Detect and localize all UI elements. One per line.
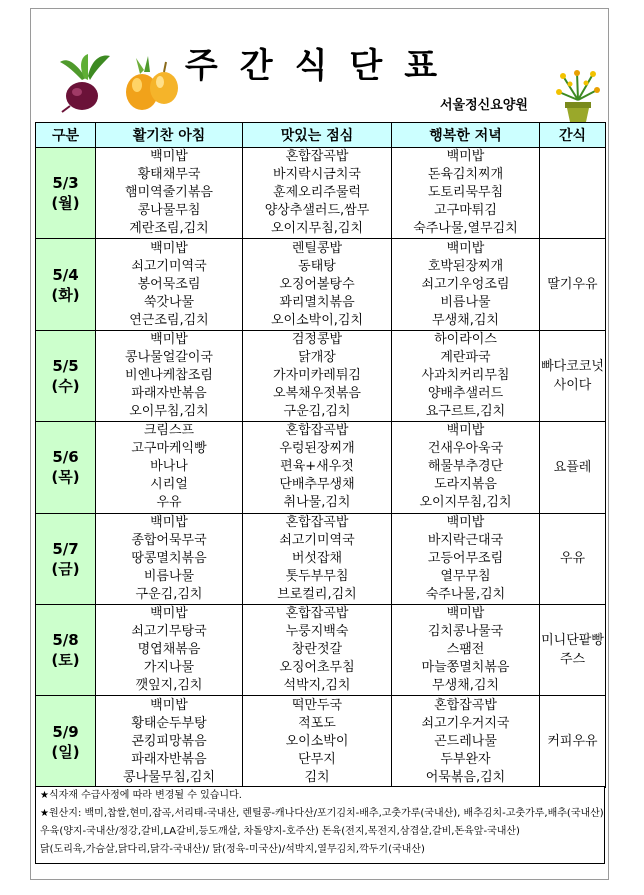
col-header-breakfast: 활기찬 아침 xyxy=(96,123,243,148)
menu-item: 오복채우젓볶음 xyxy=(273,385,361,401)
menu-item: 콘킹피망볶음 xyxy=(131,733,207,749)
dinner-cell xyxy=(392,696,540,787)
snack-cell xyxy=(540,513,606,604)
notes-box xyxy=(35,786,605,864)
menu-item: 톳두부무침 xyxy=(285,568,349,584)
day-cell xyxy=(36,148,96,239)
menu-item: 백미밥 xyxy=(446,606,485,622)
col-header-gubun: 구분 xyxy=(36,123,96,148)
menu-item: 김치콩나물국 xyxy=(427,624,504,640)
menu-item: 혼합잡곡밥 xyxy=(285,514,349,530)
menu-item: 쇠고기우엉조림 xyxy=(421,276,510,292)
breakfast-cell xyxy=(96,696,243,787)
menu-item: 백미밥 xyxy=(446,514,485,530)
menu-item: 콩나물무침,김치 xyxy=(122,769,216,785)
day-date: 5/3 xyxy=(52,174,79,193)
dinner-cell xyxy=(392,422,540,513)
menu-item: 동태탕 xyxy=(298,258,336,274)
day-row xyxy=(36,604,606,695)
menu-item: 도토리묵무침 xyxy=(427,185,504,201)
dinner-cell xyxy=(392,148,540,239)
day-weekday: (화) xyxy=(51,285,80,304)
lunch-cell xyxy=(243,422,392,513)
day-cell xyxy=(36,604,96,695)
menu-item: 황태순두부탕 xyxy=(131,715,207,731)
menu-table xyxy=(35,122,606,788)
menu-item: 단배추무생채 xyxy=(279,477,355,493)
breakfast-cell xyxy=(96,148,243,239)
lunch-cell xyxy=(243,513,392,604)
menu-item: 백미밥 xyxy=(446,240,485,256)
menu-item: 쑥갓나물 xyxy=(143,294,195,310)
menu-item: 석박지,김치 xyxy=(283,678,351,694)
menu-item: 건새우아욱국 xyxy=(427,441,504,457)
menu-item: 백미밥 xyxy=(446,423,485,439)
day-date: 5/7 xyxy=(52,539,79,558)
menu-item: 오이지무침,김치 xyxy=(419,495,512,511)
breakfast-cell xyxy=(96,604,243,695)
menu-item: 양배추샐러드 xyxy=(427,385,504,401)
note-line: ★원산지: 백미,찹쌀,현미,잡곡,서리태-국내산, 렌틸콩-캐나다산/포기김치-배추,고춧가루(국내산), 배추김치-고춧가루,배추(국내산) xyxy=(40,808,604,819)
menu-item: 어묵볶음,김치 xyxy=(425,769,506,785)
dinner-cell xyxy=(392,239,540,330)
menu-item: 오이소박이 xyxy=(285,733,349,749)
day-weekday: (일) xyxy=(51,742,80,761)
menu-item: 백미밥 xyxy=(150,240,188,256)
menu-item: 쇠고기미역국 xyxy=(279,532,355,548)
menu-item: 깻잎지,김치 xyxy=(135,678,203,694)
menu-item: 하이라이스 xyxy=(434,331,497,347)
menu-item: 꽈리멸치볶음 xyxy=(279,294,355,310)
menu-item: 버섯잡채 xyxy=(291,550,343,566)
organization-name: 서울정신요양원 xyxy=(440,98,528,113)
menu-item: 우유 xyxy=(156,495,182,511)
menu-item: 누룽지백숙 xyxy=(285,624,349,640)
col-header-snack: 간식 xyxy=(540,123,606,148)
menu-item: 땅콩멸치볶음 xyxy=(131,550,207,566)
menu-item: 혼합잡곡밥 xyxy=(285,606,349,622)
menu-item: 바지락근대국 xyxy=(427,532,504,548)
snack-item: 우유 xyxy=(559,551,586,567)
menu-item: 고등어무조림 xyxy=(427,550,504,566)
snack-cell xyxy=(540,422,606,513)
menu-item: 오이무침,김치 xyxy=(129,403,209,419)
snack-item: 빠다코코넛 xyxy=(541,358,604,374)
menu-item: 연근조림,김치 xyxy=(129,312,209,328)
day-row xyxy=(36,513,606,604)
snack-item: 요플레 xyxy=(553,459,592,475)
menu-item: 혼합잡곡밥 xyxy=(285,149,349,165)
day-cell xyxy=(36,513,96,604)
menu-item: 비름나물 xyxy=(143,568,195,584)
snack-item: 미니단팥빵 xyxy=(541,633,604,649)
snack-cell xyxy=(540,330,606,421)
note-line: ★식자재 수급사정에 따라 변경될 수 있습니다. xyxy=(40,790,242,801)
menu-item: 김치 xyxy=(304,769,330,785)
menu-item: 호박된장찌개 xyxy=(427,258,504,274)
menu-item: 적포도 xyxy=(298,715,336,731)
menu-item: 쇠고기무탕국 xyxy=(131,624,207,640)
day-cell xyxy=(36,330,96,421)
day-row xyxy=(36,148,606,239)
lunch-cell xyxy=(243,239,392,330)
dinner-cell xyxy=(392,604,540,695)
breakfast-cell xyxy=(96,239,243,330)
menu-item: 훈제오리주물럭 xyxy=(273,185,361,201)
menu-item: 혼합잡곡밥 xyxy=(285,423,349,439)
day-weekday: (토) xyxy=(51,651,80,670)
menu-item: 두부완자 xyxy=(440,751,491,767)
menu-item: 오징어초무침 xyxy=(279,660,355,676)
menu-item: 계란파국 xyxy=(440,349,491,365)
menu-item: 백미밥 xyxy=(446,149,485,165)
menu-item: 숙주나물,김치 xyxy=(425,586,506,602)
snack-cell xyxy=(540,696,606,787)
day-date: 5/5 xyxy=(52,356,79,375)
snack-cell xyxy=(540,239,606,330)
menu-item: 계란조림,김치 xyxy=(129,221,209,237)
day-date: 5/8 xyxy=(52,631,79,650)
lunch-cell xyxy=(243,330,392,421)
menu-item: 떡만두국 xyxy=(291,697,343,713)
menu-item: 렌틸콩밥 xyxy=(291,240,343,256)
menu-item: 단무지 xyxy=(298,751,336,767)
menu-item: 혼합잡곡밥 xyxy=(434,697,497,713)
day-cell xyxy=(36,422,96,513)
menu-item: 햄미역줄기볶음 xyxy=(125,185,213,201)
menu-item: 고구마튀김 xyxy=(434,203,497,219)
menu-item: 오이소박이,김치 xyxy=(270,312,364,328)
menu-item: 우렁된장찌개 xyxy=(279,441,355,457)
menu-item: 해물부추경단 xyxy=(427,459,504,475)
menu-item: 콩나물무침 xyxy=(137,203,201,219)
menu-item: 곤드레나물 xyxy=(434,733,497,749)
menu-item: 바나나 xyxy=(150,459,188,475)
breakfast-cell xyxy=(96,422,243,513)
lunch-cell xyxy=(243,604,392,695)
col-header-dinner: 행복한 저녁 xyxy=(392,123,540,148)
menu-item: 양상추샐러드,쌈무 xyxy=(264,203,370,219)
day-date: 5/9 xyxy=(52,722,79,741)
menu-item: 백미밥 xyxy=(150,606,188,622)
day-date: 5/6 xyxy=(52,448,79,467)
menu-item: 취나물,김치 xyxy=(283,495,351,511)
note-line: 우육(양지-국내산/정강,갈비,LA갈비,등도깨살, 차돌양지-호주산) 돈육(전지,목전지,삼겹살,갈비,돈육앞-국내산) xyxy=(40,826,520,837)
menu-item: 파래자반볶음 xyxy=(131,385,207,401)
menu-item: 스팸전 xyxy=(446,642,485,658)
breakfast-cell xyxy=(96,513,243,604)
menu-item: 파래자반볶음 xyxy=(131,751,207,767)
menu-item: 무생채,김치 xyxy=(432,678,499,694)
menu-item: 가지나물 xyxy=(143,660,195,676)
menu-item: 무생채,김치 xyxy=(432,312,499,328)
menu-item: 종합어묵무국 xyxy=(131,532,207,548)
page-title: 주간식단표 xyxy=(184,46,460,86)
menu-item: 사과치커리무침 xyxy=(421,367,510,383)
snack-cell xyxy=(540,148,606,239)
menu-item: 백미밥 xyxy=(150,331,188,347)
menu-item: 봉어묵조림 xyxy=(137,276,201,292)
menu-item: 돈육김치찌개 xyxy=(427,167,504,183)
day-weekday: (목) xyxy=(51,468,80,487)
menu-item: 검정콩밥 xyxy=(291,331,343,347)
menu-item: 편육+새우젓 xyxy=(280,459,354,475)
menu-item: 백미밥 xyxy=(150,149,188,165)
col-header-lunch: 맛있는 점심 xyxy=(243,123,392,148)
day-weekday: (수) xyxy=(51,376,80,395)
lunch-cell xyxy=(243,696,392,787)
day-cell xyxy=(36,239,96,330)
menu-item: 황태채무국 xyxy=(137,167,201,183)
menu-item: 명엽채볶음 xyxy=(137,642,201,658)
menu-item: 요구르트,김치 xyxy=(425,403,506,419)
day-row xyxy=(36,696,606,787)
note-line: 닭(도리육,가슴살,닭다리,닭각-국내산)/ 닭(정육-미국산)/석박지,열무김치,깍두기(국내산) xyxy=(40,844,425,855)
menu-item: 크림스프 xyxy=(143,423,195,439)
snack-cell xyxy=(540,604,606,695)
menu-item: 구운김,김치 xyxy=(135,586,203,602)
dinner-cell xyxy=(392,330,540,421)
menu-item: 쇠고기미역국 xyxy=(131,258,207,274)
menu-item: 시리얼 xyxy=(150,477,188,493)
menu-item: 열무무침 xyxy=(440,568,491,584)
menu-item: 닭개장 xyxy=(298,349,336,365)
menu-header-row xyxy=(36,123,606,148)
menu-item: 숙주나물,열무김치 xyxy=(413,221,518,237)
day-weekday: (월) xyxy=(51,194,80,213)
menu-item: 콩나물얼갈이국 xyxy=(125,349,213,365)
snack-item: 주스 xyxy=(559,652,586,668)
day-row xyxy=(36,422,606,513)
menu-item: 마늘쫑멸치볶음 xyxy=(421,660,510,676)
menu-item: 오징어볼탕수 xyxy=(279,276,355,292)
day-weekday: (금) xyxy=(51,559,80,578)
breakfast-cell xyxy=(96,330,243,421)
menu-item: 쇠고기우거지국 xyxy=(421,715,510,731)
day-date: 5/4 xyxy=(52,265,79,284)
menu-item: 비엔나케찹조림 xyxy=(125,367,213,383)
menu-item: 브로컬리,김치 xyxy=(277,586,357,602)
menu-item: 구운김,김치 xyxy=(283,403,351,419)
menu-item: 가자미카레튀김 xyxy=(273,367,361,383)
snack-item: 딸기우유 xyxy=(547,277,598,293)
lunch-cell xyxy=(243,148,392,239)
day-row xyxy=(36,330,606,421)
menu-item: 고구마케익빵 xyxy=(131,441,207,457)
menu-item: 백미밥 xyxy=(150,697,188,713)
snack-item: 커피우유 xyxy=(547,734,598,750)
menu-item: 비름나물 xyxy=(440,294,491,310)
day-cell xyxy=(36,696,96,787)
snack-item: 사이다 xyxy=(553,377,592,393)
menu-item: 도라지볶음 xyxy=(434,477,497,493)
menu-item: 창란젓갈 xyxy=(291,642,343,658)
menu-item: 오이지무침,김치 xyxy=(270,221,364,237)
menu-item: 백미밥 xyxy=(150,514,188,530)
day-row xyxy=(36,239,606,330)
menu-item: 바지락시금치국 xyxy=(273,167,361,183)
dinner-cell xyxy=(392,513,540,604)
